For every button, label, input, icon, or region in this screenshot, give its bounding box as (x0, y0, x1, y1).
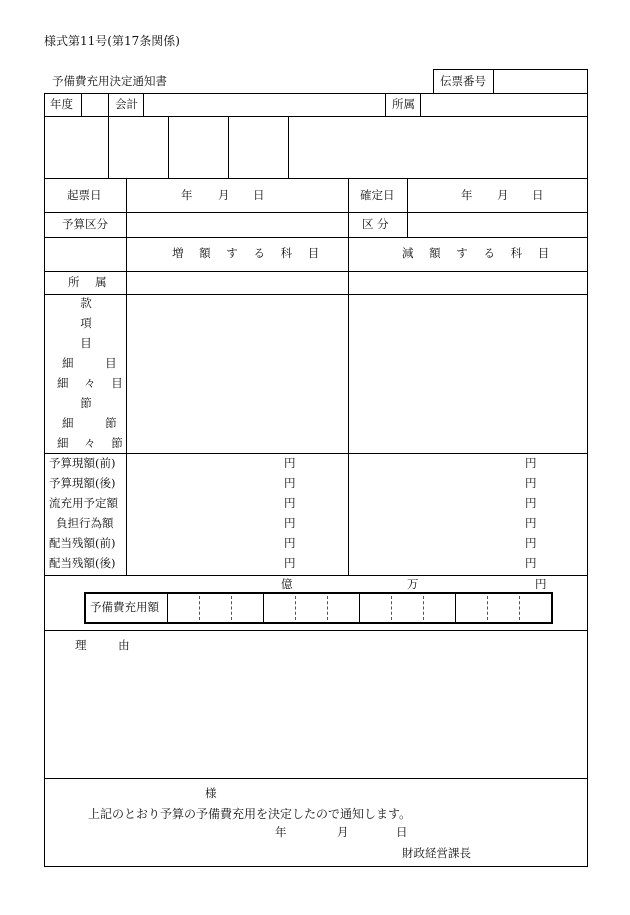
subject-saimoku: 細 目 (62, 356, 131, 370)
issue-date-label: 起票日 (67, 188, 102, 202)
stamp-box-4[interactable] (230, 118, 286, 176)
yen-increase-6: 円 (284, 556, 296, 570)
slip-number-label: 伝票番号 (440, 74, 486, 88)
footer-day: 日 (396, 825, 408, 839)
reserve-amount-field[interactable] (169, 594, 551, 622)
yen-increase-1: 円 (284, 456, 296, 470)
confirm-date-year: 年 (461, 188, 473, 202)
amount-label-remaining-before: 配当残額(前) (49, 536, 116, 550)
reason-field[interactable] (48, 660, 584, 774)
yen-increase-5: 円 (284, 536, 296, 550)
subject-kan: 款 (80, 296, 92, 310)
amount-label-budget-before: 予算現額(前) (49, 456, 116, 470)
issue-date-year: 年 (181, 188, 193, 202)
increase-subject-field[interactable] (129, 297, 345, 450)
decrease-affiliation-field[interactable] (351, 274, 585, 292)
amount-label-budget-after: 予算現額(後) (49, 476, 116, 490)
yen-decrease-6: 円 (525, 556, 537, 570)
unit-yen: 円 (535, 577, 547, 591)
reserve-amount-label: 予備費充用額 (90, 600, 159, 614)
increase-affiliation-field[interactable] (129, 274, 345, 292)
category-field[interactable] (410, 215, 585, 234)
budget-category-field[interactable] (129, 215, 345, 234)
stamp-box-1[interactable] (46, 118, 106, 176)
budget-category-label: 予算区分 (62, 217, 108, 231)
document-title: 予備費充用決定通知書 (52, 74, 167, 88)
yen-decrease-3: 円 (525, 496, 537, 510)
confirm-date-field[interactable] (410, 181, 585, 209)
stamp-box-3[interactable] (170, 118, 226, 176)
footer-year: 年 (275, 825, 287, 839)
footer-month: 月 (337, 825, 349, 839)
decrease-header: 減 額 す る 科 目 (402, 246, 556, 260)
yen-decrease-2: 円 (525, 476, 537, 490)
confirm-date-label: 確定日 (360, 188, 395, 202)
unit-oku: 億 (281, 577, 293, 591)
account-label: 会計 (115, 97, 138, 111)
unit-man: 万 (407, 577, 419, 591)
decrease-subject-field[interactable] (351, 297, 585, 450)
form-reference: 様式第11号(第17条関係) (44, 34, 180, 48)
issue-date-day: 日 (253, 188, 265, 202)
subject-setsu: 節 (80, 396, 92, 410)
affiliation-label: 所 属 (68, 275, 113, 289)
affiliation-header-label: 所属 (392, 97, 415, 111)
stamp-box-2[interactable] (110, 118, 166, 176)
reason-label: 理 由 (75, 638, 144, 652)
fiscal-year-label: 年度 (50, 97, 73, 111)
amount-label-planned: 流充用予定額 (49, 496, 118, 510)
issue-date-month: 月 (218, 188, 230, 202)
decrease-amount-field[interactable] (351, 456, 521, 572)
slip-number-field[interactable] (496, 71, 584, 91)
notice-text: 上記のとおり予算の予備費充用を決定したので通知します。 (88, 807, 412, 821)
fiscal-year-field[interactable] (84, 96, 106, 114)
confirm-date-month: 月 (497, 188, 509, 202)
increase-amount-field[interactable] (129, 456, 279, 572)
subject-moku: 目 (80, 336, 92, 350)
yen-increase-4: 円 (284, 516, 296, 530)
yen-decrease-4: 円 (525, 516, 537, 530)
subject-saisaisetsu: 細 々 節 (57, 436, 129, 450)
subject-saisetsu: 細 節 (62, 416, 131, 430)
yen-decrease-5: 円 (525, 536, 537, 550)
increase-header: 増 額 す る 科 目 (172, 246, 326, 260)
confirm-date-day: 日 (532, 188, 544, 202)
category-label: 区 分 (362, 217, 389, 231)
amount-label-commitment: 負担行為額 (56, 516, 114, 530)
yen-decrease-1: 円 (525, 456, 537, 470)
issue-date-field[interactable] (129, 181, 345, 209)
affiliation-header-field[interactable] (423, 96, 585, 114)
account-field[interactable] (146, 96, 382, 114)
recipient-suffix: 様 (205, 786, 217, 800)
subject-kou: 項 (80, 316, 92, 330)
subject-saisaimoku: 細 々 目 (57, 376, 129, 390)
issuer-title: 財政経営課長 (402, 846, 471, 860)
yen-increase-2: 円 (284, 476, 296, 490)
amount-label-remaining-after: 配当残額(後) (49, 556, 116, 570)
yen-increase-3: 円 (284, 496, 296, 510)
